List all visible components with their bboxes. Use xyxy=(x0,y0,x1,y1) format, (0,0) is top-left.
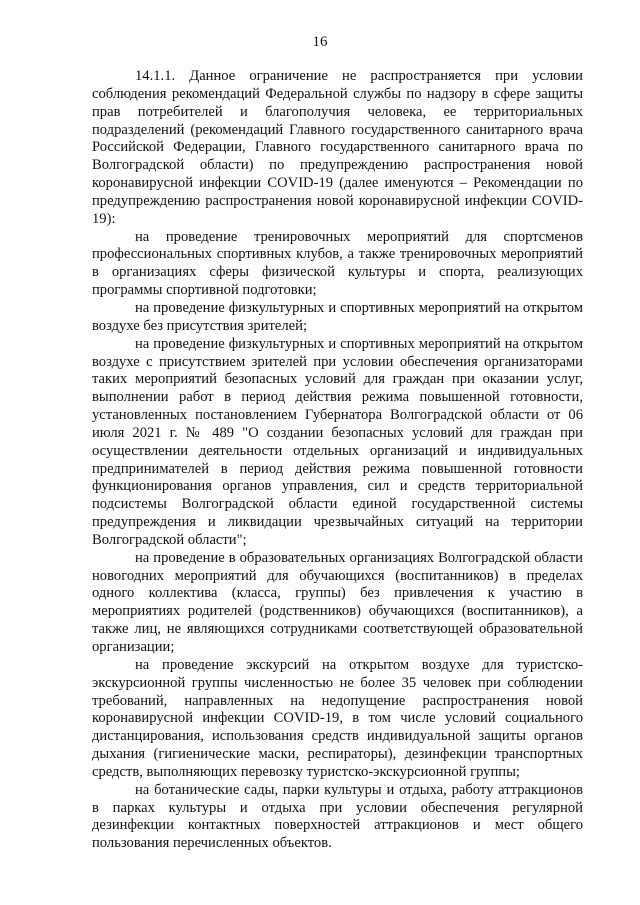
paragraph-excursions: на проведение экскурсий на открытом воздухе для туристско-экскурсионной группы численностью не более 35 человек при соблюдении требований, направленных на недопущение распространения новой коронавирусной инфекции COVID-19, в том числе условий социального дистанцирования, использования средств индивидуальной защиты органов дыхания (гигиенические маски, респираторы), дезинфекции транспортных средств, выполняющих перевозку туристско-экскурсионной группы; xyxy=(92,656,583,780)
paragraph-14-1-1: 14.1.1. Данное ограничение не распространяется при условии соблюдения рекомендаций Федеральной службы по надзору в сфере защиты прав потребителей и благополучия человека, ее территориальных подразделений (рекомендаций Главного государственного санитарного врача Российской Федерации, Главного государственного санитарного врача по Волгоградской области) по предупреждению распространения новой коронавирусной инфекции COVID-19 (далее именуются – Рекомендации по предупреждению распространения новой коронавирусной инфекции COVID-19): xyxy=(92,68,583,227)
paragraph-new-year-events: на проведение в образовательных организациях Волгоградской области новогодних мероприятий для обучающихся (воспитанников) в пределах одного коллектива (класса, группы) без привлечения к участию в мероприятиях родителей (родственников) обучающихся (воспитанников), а также лиц, не являющихся сотрудниками соответствующей образовательной организации; xyxy=(92,549,583,655)
paragraph-sports-events-no-spectators: на проведение физкультурных и спортивных мероприятий на открытом воздухе без присутствия зрителей; xyxy=(92,299,583,334)
paragraph-botanical-gardens-parks: на ботанические сады, парки культуры и отдыха, работу аттракционов в парках культуры и отдыха при условии обеспечения регулярной дезинфекции контактных поверхностей аттракционов и мест общего пользования перечисленных объектов. xyxy=(92,781,583,852)
paragraph-training-events: на проведение тренировочных мероприятий для спортсменов профессиональных спортивных клубов, а также тренировочных мероприятий в организациях сферы физической культуры и спорта, реализующих программы спортивной подготовки; xyxy=(92,228,583,299)
document-body xyxy=(92,68,583,853)
paragraph-sports-events-with-spectators: на проведение физкультурных и спортивных мероприятий на открытом воздухе с присутствием зрителей при условии обеспечения организаторами таких мероприятий безопасных условий для граждан при оказании услуг, выполнении работ в период действия режима повышенной готовности, установленных постановлением Губернатора Волгоградской области от 06 июля 2021 г. № 489 "О создании безопасных условий для граждан при осуществлении деятельности отдельных организаций и индивидуальных предпринимателей в период действия режима повышенной готовности функционирования органов управления, сил и средств территориальной подсистемы Волгоградской области единой государственной системы предупреждения и ликвидации чрезвычайных ситуаций на территории Волгоградской области"; xyxy=(92,335,583,548)
page-number: 16 xyxy=(312,34,328,50)
